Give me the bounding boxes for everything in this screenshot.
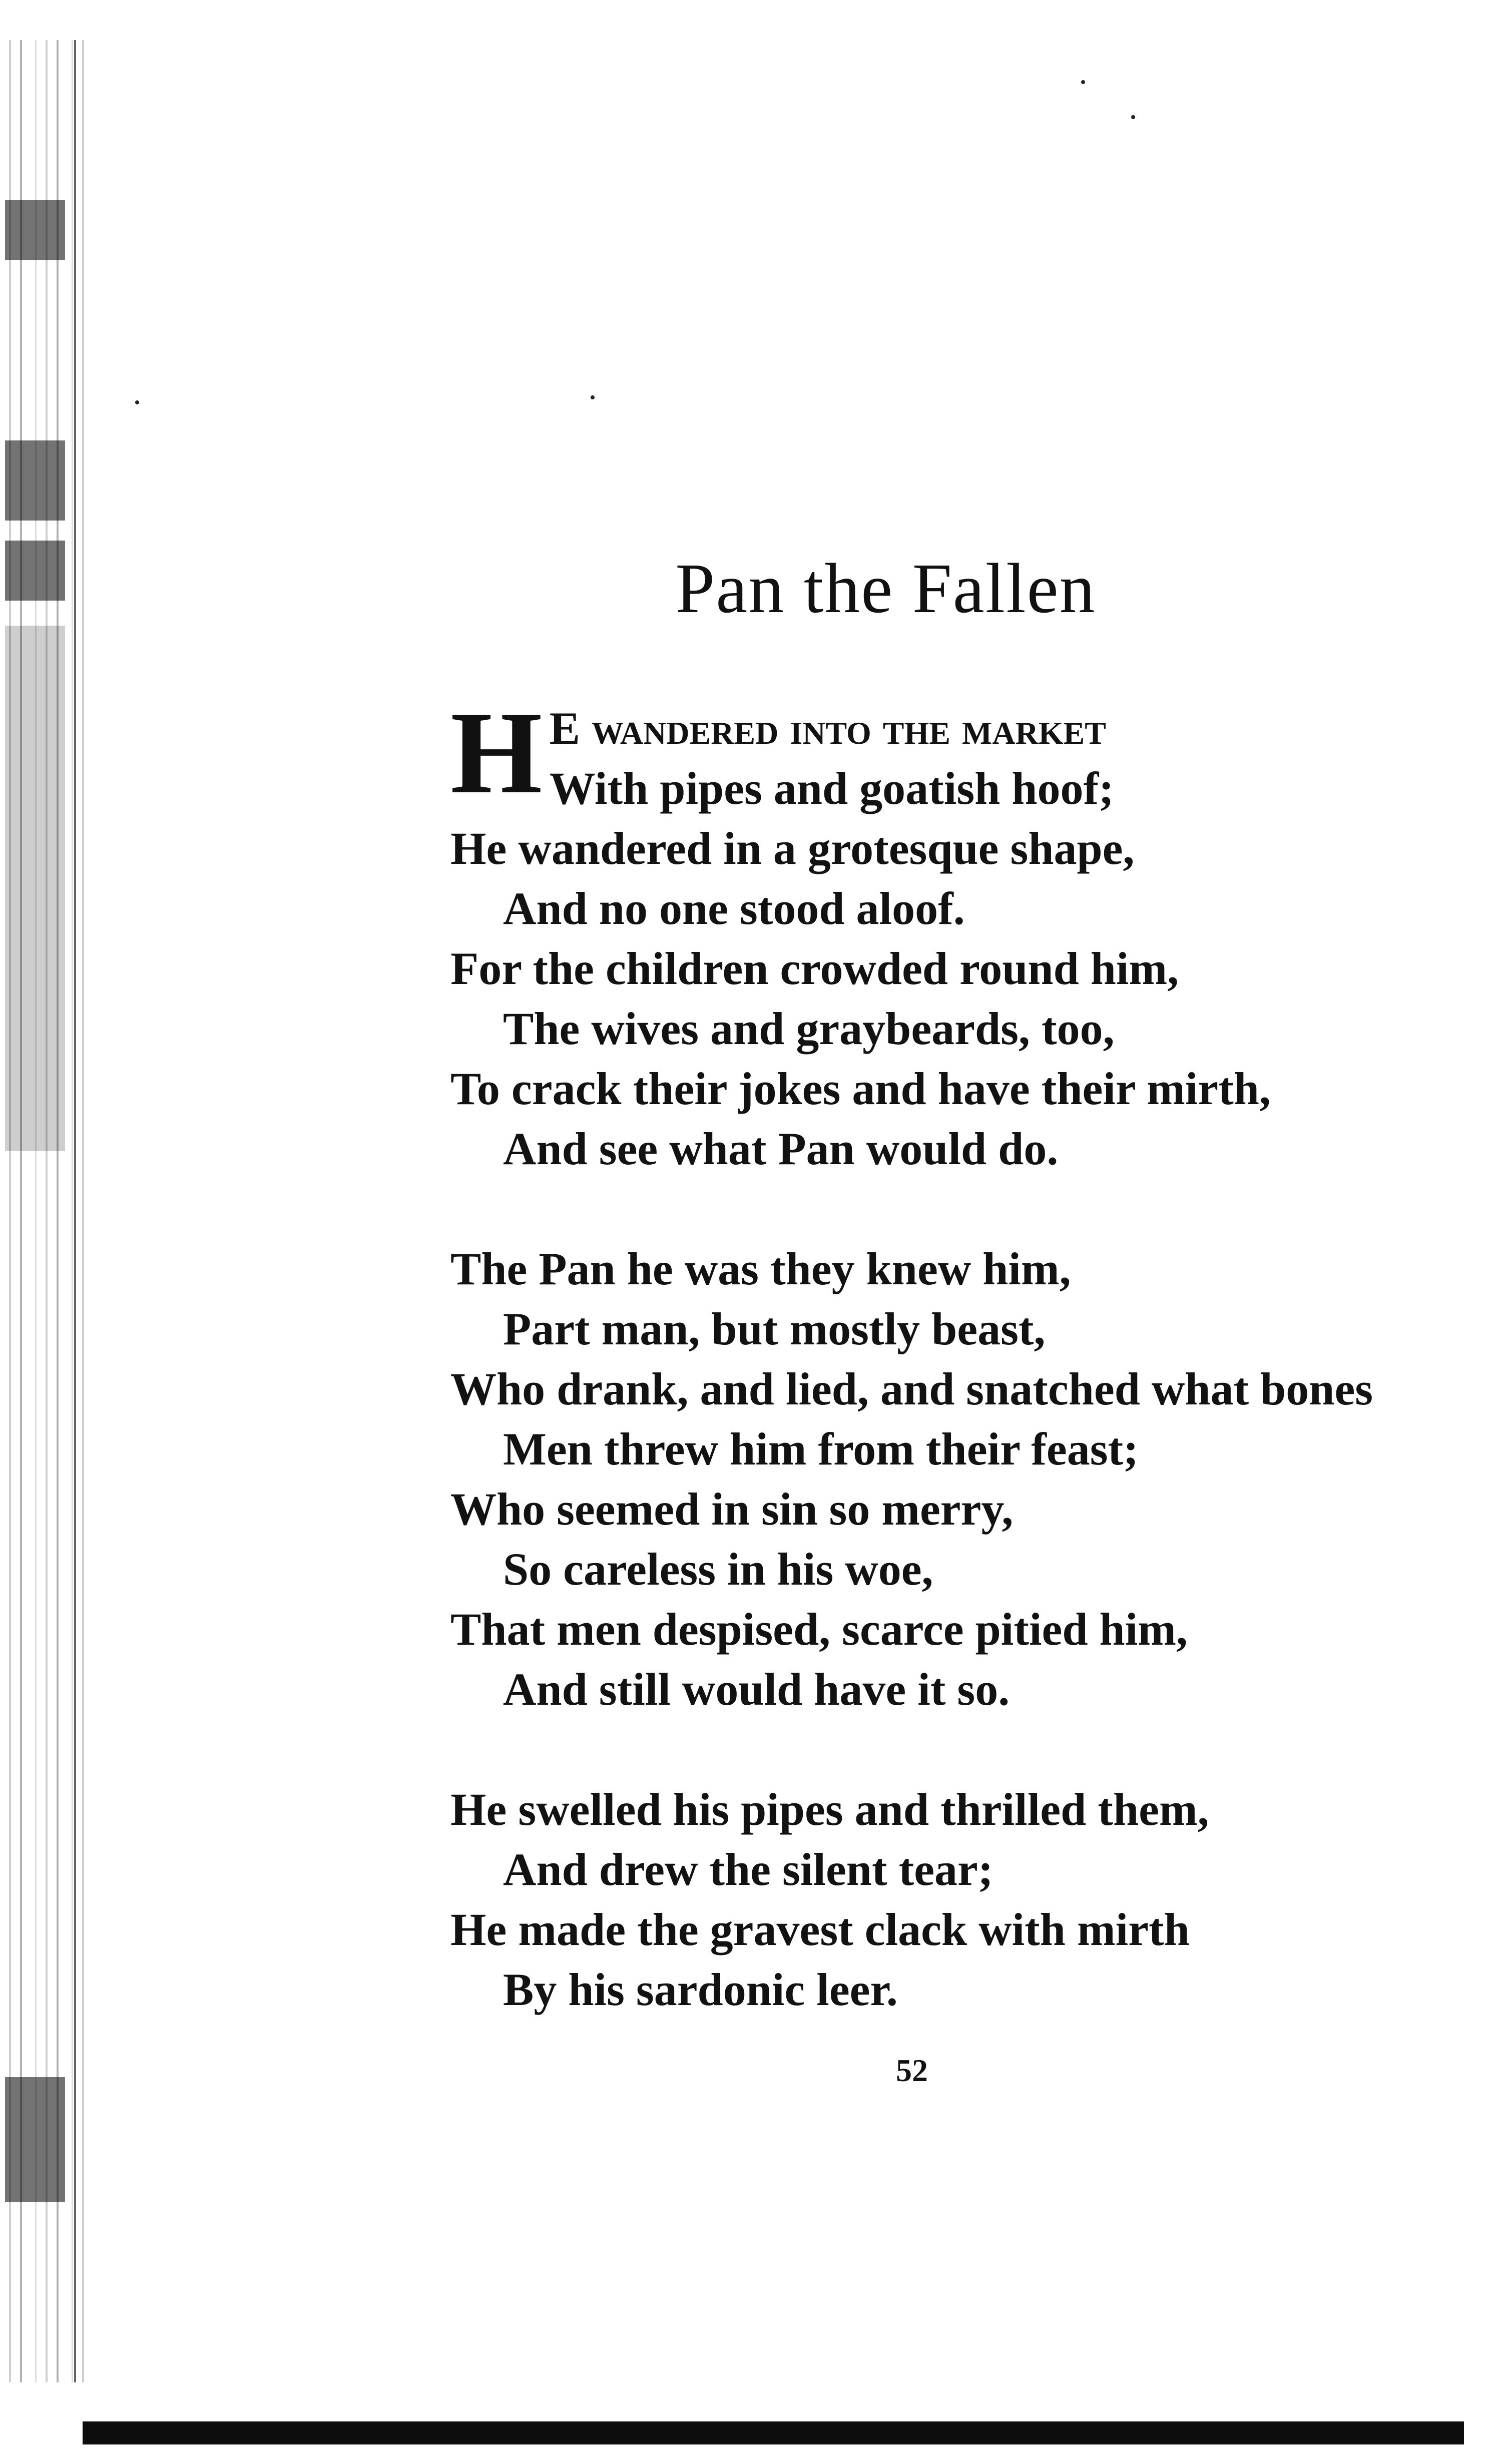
poem-line: Who seemed in sin so merry, — [450, 1484, 1014, 1535]
scanned-binding-edge — [0, 40, 85, 2382]
opening-block — [450, 688, 1471, 818]
poem-line: The Pan he was they knew him, — [450, 1243, 1071, 1294]
binding-shadow — [5, 440, 65, 521]
poem-line: Part man, but mostly beast, — [503, 1303, 1046, 1354]
poem-line: The wives and graybeards, too, — [503, 1003, 1115, 1054]
poem-body — [450, 688, 1471, 2080]
stanza — [450, 1239, 1471, 1719]
poem-line: Men threw him from their feast; — [503, 1423, 1139, 1474]
poem-line: Who drank, and lied, and snatched what bones — [450, 1363, 1373, 1414]
poem-line: With pipes and goatish hoof; — [549, 763, 1114, 814]
poem-line: And no one stood aloof. — [503, 883, 965, 934]
poem-line: And see what Pan would do. — [503, 1123, 1059, 1174]
scan-bottom-edge — [83, 2421, 1464, 2444]
scan-speck — [1131, 115, 1135, 119]
binding-shadow — [5, 626, 65, 1151]
poem-line: E wandered into the market — [549, 703, 1106, 754]
poem-title: Pan the Fallen — [675, 549, 1096, 628]
poem-line: He made the gravest clack with mirth — [450, 1904, 1190, 1955]
stanza — [450, 1779, 1471, 2020]
poem-line: To crack their jokes and have their mirth, — [450, 1063, 1271, 1114]
poem-line: So careless in his woe, — [503, 1544, 933, 1595]
scan-speck — [135, 400, 139, 404]
page-number: 52 — [896, 2053, 928, 2088]
poem-line: For the children crowded round him, — [450, 943, 1179, 994]
poem-line: And still would have it so. — [503, 1664, 1010, 1715]
poem-line: He wandered in a grotesque shape, — [450, 823, 1135, 874]
poem-line: He swelled his pipes and thrilled them, — [450, 1784, 1209, 1835]
poem-line: And drew the silent tear; — [503, 1844, 993, 1895]
scan-speck — [591, 395, 595, 399]
poem-line: That men despised, scarce pitied him, — [450, 1604, 1188, 1655]
drop-cap: H — [450, 688, 543, 818]
poem-line: By his sardonic leer. — [503, 1964, 898, 2015]
binding-rule — [74, 40, 76, 2382]
stanza — [450, 688, 1471, 1179]
binding-shadow — [5, 200, 65, 260]
scan-speck — [1081, 80, 1085, 84]
binding-shadow — [5, 2077, 65, 2202]
